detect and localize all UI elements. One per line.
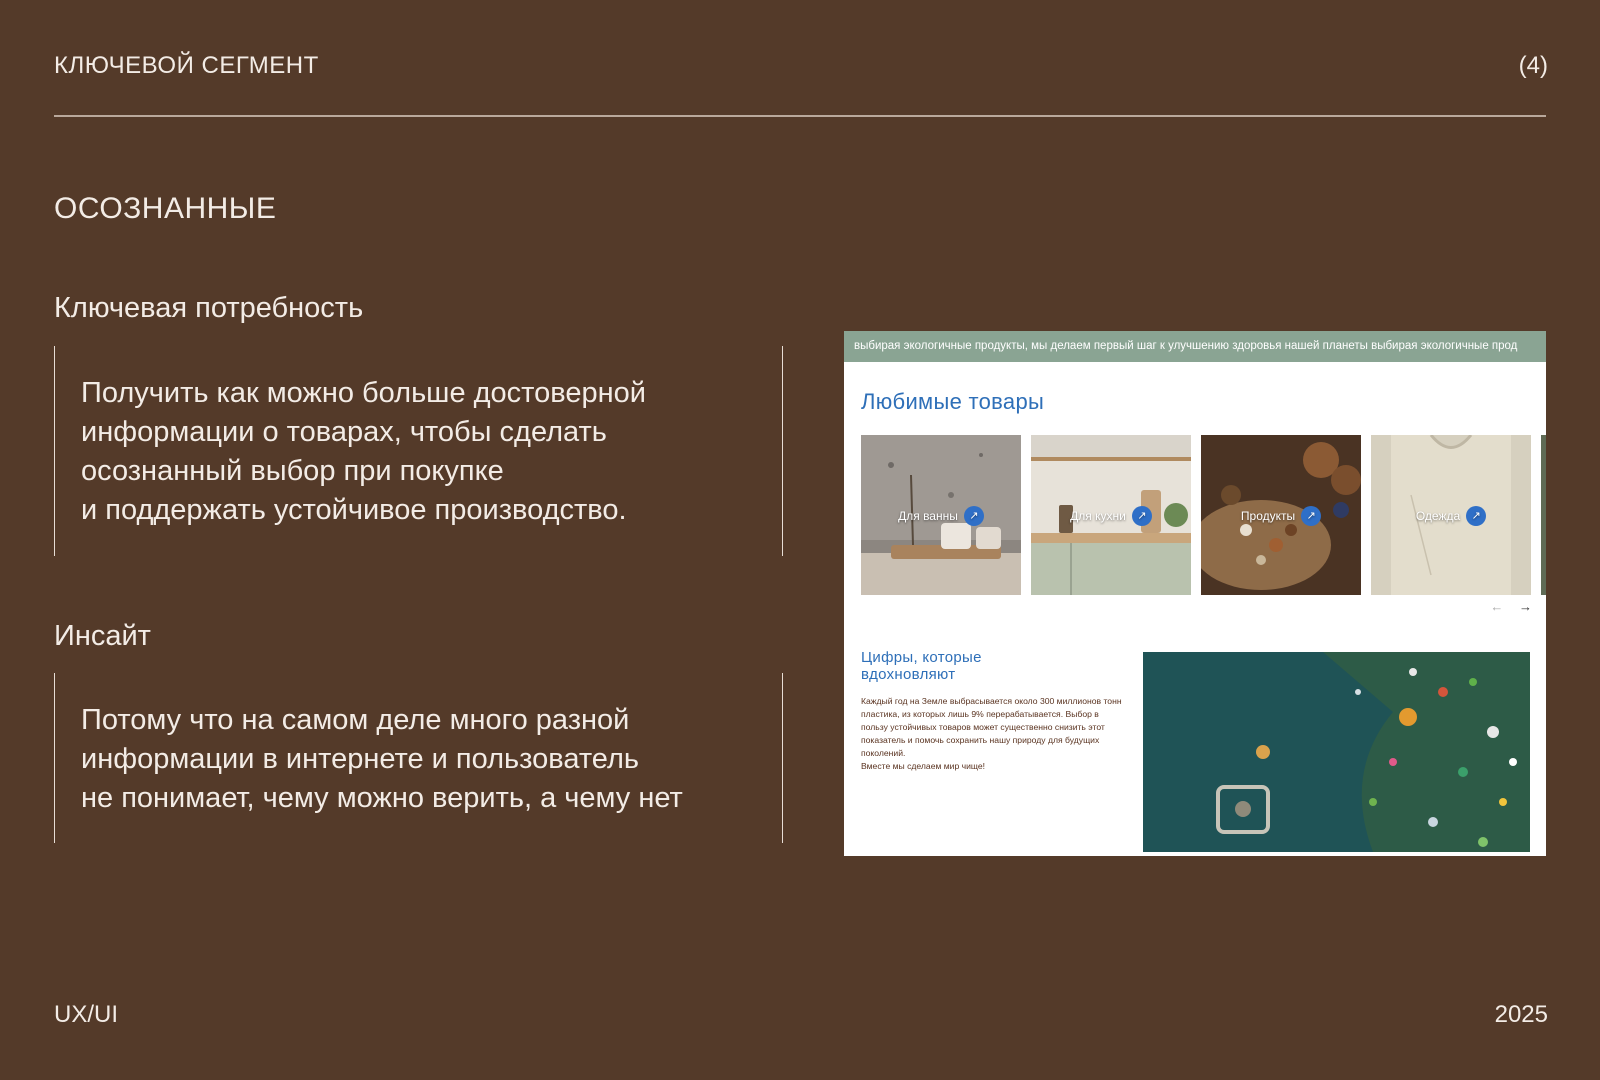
need-line: осознанный выбор при покупке xyxy=(81,455,504,487)
insight-line: Потому что на самом деле много разной xyxy=(81,704,630,736)
category-card-kitchen[interactable] xyxy=(1031,435,1191,595)
arrow-up-right-icon: ↗ xyxy=(1132,506,1152,526)
segment-title: ОСОЗНАННЫЕ xyxy=(54,192,277,225)
stats-body: Каждый год на Земле выбрасывается около 300 миллионов тонн пластика, из которых лишь 9% перерабатывается. Выбор в пользу устойчивых товаров может существенно снизить этот показатель и помочь сохранить нашу природу для будущих поколений. Вместе мы сделаем мир чище! xyxy=(861,696,1122,771)
header-title: КЛЮЧЕВОЙ СЕГМЕНТ xyxy=(54,52,319,79)
arrow-up-right-icon: ↗ xyxy=(1301,506,1321,526)
insight-line: информации в интернете и пользователь xyxy=(81,743,639,775)
need-quote xyxy=(54,346,783,556)
website-screenshot xyxy=(844,331,1546,856)
page-number: (4) xyxy=(1518,52,1548,79)
category-card-bath[interactable] xyxy=(861,435,1021,595)
stats-title: Цифры, которые вдохновляют xyxy=(861,649,982,683)
category-card-partial xyxy=(1541,435,1546,595)
insight-line: не понимает, чему можно верить, а чему нет xyxy=(81,782,683,814)
card-label: Для кухни ↗ xyxy=(1031,506,1191,526)
ticker-banner: выбирая экологичные продукты, мы делаем первый шаг к улучшению здоровья нашей планеты выбирая экологичные прод xyxy=(844,331,1546,362)
carousel-pager xyxy=(1490,599,1532,614)
insight-quote xyxy=(54,673,783,843)
need-line: информации о товарах, чтобы сделать xyxy=(81,416,607,448)
card-label: Для ванны ↗ xyxy=(861,506,1021,526)
category-card-clothes[interactable] xyxy=(1371,435,1531,595)
footer-discipline: UX/UI xyxy=(54,1001,119,1028)
arrow-right-icon[interactable]: → xyxy=(1519,599,1532,614)
footer-year: 2025 xyxy=(1494,1001,1548,1028)
header-divider xyxy=(54,115,1546,117)
card-label: Продукты ↗ xyxy=(1201,506,1361,526)
arrow-up-right-icon: ↗ xyxy=(1466,506,1486,526)
favorites-title: Любимые товары xyxy=(861,389,1045,414)
category-card-food[interactable] xyxy=(1201,435,1361,595)
insight-label: Инсайт xyxy=(54,620,151,652)
card-label: Одежда ↗ xyxy=(1371,506,1531,526)
arrow-left-icon[interactable]: ← xyxy=(1490,599,1504,614)
need-line: Получить как можно больше достоверной xyxy=(81,377,646,409)
ocean-pollution-photo xyxy=(1143,652,1530,852)
need-line: и поддержать устойчивое производство. xyxy=(81,494,627,526)
need-label: Ключевая потребность xyxy=(54,292,364,324)
arrow-up-right-icon: ↗ xyxy=(964,506,984,526)
